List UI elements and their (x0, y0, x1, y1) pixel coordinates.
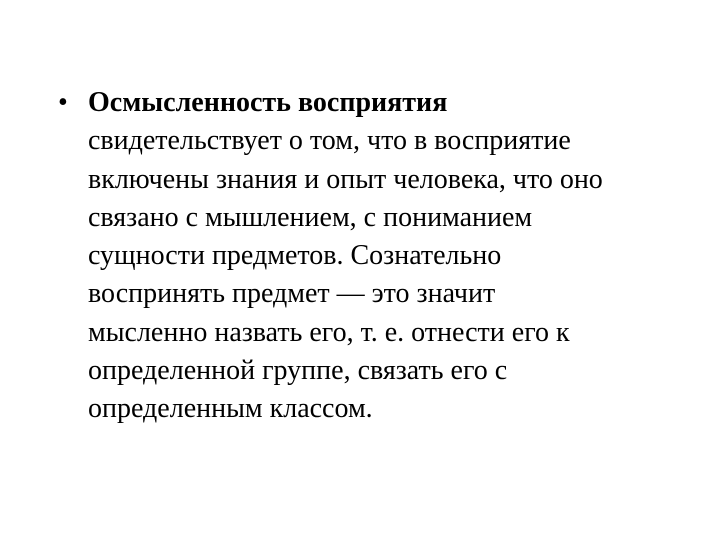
text-line-1: свидетельствует о том, что в восприятие (88, 125, 571, 157)
text-line-7: определенной группе, связать его с (88, 355, 508, 387)
text-line-8: определенным классом. (88, 393, 373, 425)
bullet-item (58, 84, 708, 429)
text-line-6: мысленно назвать его, т. е. отнести его к (88, 316, 570, 348)
bullet-text (88, 84, 708, 429)
text-line-2: включены знания и опыт человека, что оно (88, 163, 603, 195)
text-line-5: воспринять предмет — это значит (88, 278, 496, 310)
text-line-3: связано с мышлением, с пониманием (88, 201, 533, 233)
bullet-marker: • (58, 87, 68, 118)
text-line-4: сущности предметов. Сознательно (88, 240, 502, 272)
term-heading: Осмысленность восприятия (88, 87, 448, 118)
